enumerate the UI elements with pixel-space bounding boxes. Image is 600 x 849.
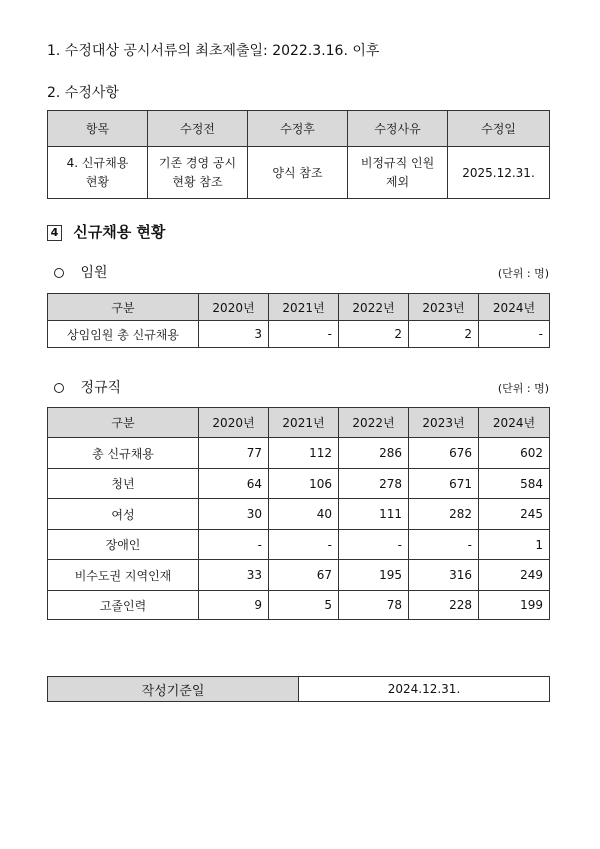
reg-cell: - [409, 530, 479, 560]
revision-items-heading: 2. 수정사항 [47, 85, 119, 101]
executive-label [54, 262, 108, 282]
reg-row-label: 청년 [48, 469, 199, 499]
reg-row-label: 장애인 [48, 530, 199, 560]
reference-date-label: 작성기준일 [48, 677, 299, 702]
reg-cell: 30 [199, 499, 269, 530]
reg-cell: 9 [199, 591, 269, 620]
reg-cell: 67 [269, 560, 339, 591]
exec-cell: 3 [199, 321, 269, 348]
exec-cell: - [269, 321, 339, 348]
reg-cell: - [269, 530, 339, 560]
reg-header-2023: 2023년 [409, 408, 479, 438]
reg-cell: 278 [339, 469, 409, 499]
reg-cell: 78 [339, 591, 409, 620]
exec-header-category: 구분 [48, 294, 199, 321]
rev-header-reason: 수정사유 [348, 111, 448, 147]
reg-cell: 195 [339, 560, 409, 591]
regular-unit: (단위 : 명) [497, 382, 549, 395]
rev-header-after: 수정후 [248, 111, 348, 147]
rev-cell-before: 기존 경영 공시 현황 참조 [148, 147, 248, 199]
bullet-circle-icon [54, 268, 64, 278]
rev-cell-reason: 비정규직 인원 제외 [348, 147, 448, 199]
reg-cell: 33 [199, 560, 269, 591]
reg-cell: 111 [339, 499, 409, 530]
reg-header-category: 구분 [48, 408, 199, 438]
exec-header-2022: 2022년 [339, 294, 409, 321]
rev-header-date: 수정일 [448, 111, 550, 147]
reference-date-row [48, 677, 550, 702]
regular-label-text: 정규직 [80, 380, 122, 396]
reg-row-label: 고졸인력 [48, 591, 199, 620]
revision-table-row [48, 147, 550, 199]
reg-cell: 249 [479, 560, 550, 591]
exec-row-label: 상임임원 총 신규채용 [48, 321, 199, 348]
executive-table [47, 293, 550, 348]
reg-cell: 602 [479, 438, 550, 469]
reg-cell: 282 [409, 499, 479, 530]
table-row [48, 469, 550, 499]
reg-header-2024: 2024년 [479, 408, 550, 438]
reg-row-label: 여성 [48, 499, 199, 530]
revision-date-line: 1. 수정대상 공시서류의 최초제출일: 2022.3.16. 이후 [47, 43, 380, 59]
rev-header-item: 항목 [48, 111, 148, 147]
reg-cell: 286 [339, 438, 409, 469]
reg-cell: 40 [269, 499, 339, 530]
reference-date-table [47, 676, 550, 702]
table-row [48, 438, 550, 469]
table-row [48, 321, 550, 348]
reg-cell: - [339, 530, 409, 560]
executive-table-header [48, 294, 550, 321]
reg-cell: 112 [269, 438, 339, 469]
reg-header-2020: 2020년 [199, 408, 269, 438]
table-row [48, 499, 550, 530]
exec-header-2024: 2024년 [479, 294, 550, 321]
reg-cell: 584 [479, 469, 550, 499]
regular-label [54, 377, 121, 397]
exec-cell: 2 [409, 321, 479, 348]
section-title-text: 신규채용 현황 [73, 223, 166, 241]
regular-table [47, 407, 550, 620]
regular-table-header [48, 408, 550, 438]
section-number: 4 [47, 225, 62, 241]
reg-cell: 64 [199, 469, 269, 499]
rev-cell-after: 양식 참조 [248, 147, 348, 199]
section-title [47, 221, 165, 242]
executive-label-text: 임원 [80, 265, 108, 281]
reg-header-2022: 2022년 [339, 408, 409, 438]
reg-row-label: 총 신규채용 [48, 438, 199, 469]
bullet-circle-icon [54, 383, 64, 393]
exec-header-2023: 2023년 [409, 294, 479, 321]
table-row [48, 530, 550, 560]
rev-cell-item: 4. 신규채용 현황 [48, 147, 148, 199]
revision-table-header [48, 111, 550, 147]
reg-cell: 5 [269, 591, 339, 620]
reg-header-2021: 2021년 [269, 408, 339, 438]
reg-cell: - [199, 530, 269, 560]
reg-row-label: 비수도권 지역인재 [48, 560, 199, 591]
table-row [48, 560, 550, 591]
exec-cell: - [479, 321, 550, 348]
executive-unit: (단위 : 명) [497, 267, 549, 280]
rev-cell-date: 2025.12.31. [448, 147, 550, 199]
table-row [48, 591, 550, 620]
revision-table [47, 110, 550, 199]
exec-cell: 2 [339, 321, 409, 348]
reg-cell: 316 [409, 560, 479, 591]
exec-header-2020: 2020년 [199, 294, 269, 321]
rev-header-before: 수정전 [148, 111, 248, 147]
reg-cell: 1 [479, 530, 550, 560]
reg-cell: 671 [409, 469, 479, 499]
reg-cell: 106 [269, 469, 339, 499]
reg-cell: 676 [409, 438, 479, 469]
reg-cell: 245 [479, 499, 550, 530]
reg-cell: 77 [199, 438, 269, 469]
exec-header-2021: 2021년 [269, 294, 339, 321]
reg-cell: 228 [409, 591, 479, 620]
reg-cell: 199 [479, 591, 550, 620]
reference-date-value: 2024.12.31. [299, 677, 550, 702]
